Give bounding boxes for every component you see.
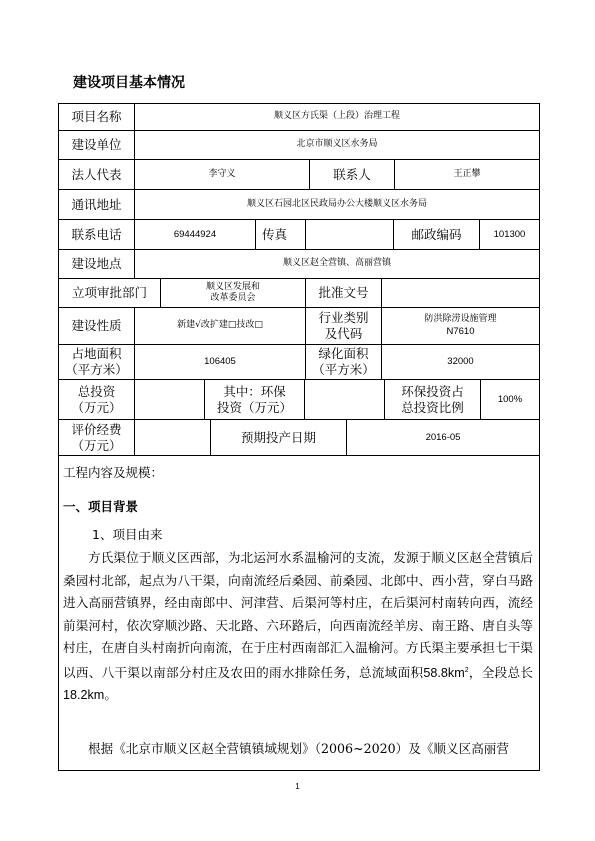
area-value: 106405 xyxy=(135,345,306,380)
total-inv-value xyxy=(135,380,205,420)
phone-label: 联系电话 xyxy=(59,220,135,250)
production-date-label: 预期投产日期 xyxy=(211,420,347,456)
nature-label: 建设性质 xyxy=(59,308,135,345)
industry-line1: 防洪除涝设施管理 xyxy=(424,314,497,325)
eval-fee-label xyxy=(59,420,135,456)
approval-dept-label: 立项审批部门 xyxy=(59,279,161,308)
industry-label-line2: 及代码 xyxy=(324,326,363,341)
fax-value xyxy=(306,220,394,250)
basin-area: 58.8km xyxy=(423,665,465,680)
location-value: 顺义区赵全营镇、高丽营镇 xyxy=(135,250,539,279)
unit-label: 建设单位 xyxy=(59,131,135,160)
industry-label xyxy=(306,308,382,345)
approval-dept-value xyxy=(161,279,306,308)
address-label: 通讯地址 xyxy=(59,190,135,220)
phone-value: 69444924 xyxy=(135,220,256,250)
eval-fee-label-line1: 评价经费 xyxy=(71,421,122,437)
area-label-line1: 占地面积 xyxy=(71,346,122,362)
nature-value: 新建√改扩建□技改□ xyxy=(135,308,306,345)
paragraph-planning: 根据《北京市顺义区赵全营镇镇域规划》（2006~2020）及《顺义区高丽营 xyxy=(88,741,509,756)
green-label-line1: 绿化面积 xyxy=(318,346,369,362)
address-value: 顺义区石园北区民政局办公大楼顺义区水务局 xyxy=(135,190,539,220)
production-date-value: 2016-05 xyxy=(347,420,539,456)
approval-dept-line1: 顺义区发展和 xyxy=(205,281,260,292)
fax-label: 传真 xyxy=(256,220,306,250)
industry-line2: N7610 xyxy=(446,325,475,337)
project-info-table xyxy=(58,103,540,771)
eval-fee-value xyxy=(135,420,211,456)
env-ratio-label xyxy=(385,380,481,420)
postcode-label: 邮政编码 xyxy=(394,220,480,250)
env-ratio-value: 100% xyxy=(481,380,539,420)
paragraph-origin xyxy=(63,547,533,707)
total-inv-label-line2: （万元） xyxy=(71,399,122,415)
approval-doc-value xyxy=(382,279,539,308)
env-ratio-label-line2: 总投资比例 xyxy=(401,399,464,415)
green-label xyxy=(306,345,382,380)
contact-label: 联系人 xyxy=(310,160,395,190)
paragraph-origin-length-prefix: ，全段总长 xyxy=(468,664,534,680)
contact-value: 王正攀 xyxy=(395,160,539,190)
unit-value: 北京市顺义区水务局 xyxy=(135,131,539,160)
env-ratio-label-line1: 环保投资占 xyxy=(401,383,464,399)
total-length: 18.2km xyxy=(63,688,105,703)
paragraph-origin-end: 。 xyxy=(104,687,117,703)
page-number: 1 xyxy=(295,782,300,791)
location-label: 建设地点 xyxy=(59,250,135,279)
postcode-value: 101300 xyxy=(480,220,539,250)
industry-label-line1: 行业类别 xyxy=(318,310,369,326)
legal-rep-value: 李守义 xyxy=(135,160,310,190)
area-label-line2: （平方米） xyxy=(65,362,128,377)
green-label-line2: （平方米） xyxy=(312,362,375,377)
area-label xyxy=(59,345,135,380)
project-name-label: 项目名称 xyxy=(59,104,135,131)
heading-project-origin: 1、项目由来 xyxy=(92,527,163,542)
green-value: 32000 xyxy=(382,345,539,380)
section-title: 建设项目基本情况 xyxy=(73,75,185,91)
approval-dept-line2: 改革委员会 xyxy=(210,293,256,303)
legal-rep-label: 法人代表 xyxy=(59,160,135,190)
env-inv-label xyxy=(205,380,305,420)
total-inv-label-line1: 总投资 xyxy=(77,383,116,399)
env-inv-label-line2: 投资（万元） xyxy=(216,399,292,415)
eval-fee-label-line2: （万元） xyxy=(71,437,122,453)
scope-title: 工程内容及规模： xyxy=(63,465,164,480)
project-name-value: 顺义区方氏渠（上段）治理工程 xyxy=(135,104,539,131)
env-inv-value xyxy=(305,380,385,420)
approval-doc-label: 批准文号 xyxy=(306,279,382,308)
paragraph-origin-text: 方氏渠位于顺义区西部，为北运河水系温榆河的支流，发源于顺义区赵全营镇后桑园村北部，起点为八干渠，向南流经后桑园、前桑园、北郎中、西小营，穿白马路进入高丽营镇界，经由南郎中、河津营、后渠河等村庄，在后渠河村南转向西，流经前渠河村，依次穿顺沙路、天北路、六环路后，向西南流经羊房、南王路、唐自头等村庄，在唐自头村南折向南流，在于庄村西南部汇入温榆河。方氏渠主要承担七干渠以西、八干渠以南部分村庄及农田的雨水排除任务，总流域面积 xyxy=(63,550,533,680)
basin-area-exponent: 2 xyxy=(464,666,469,674)
industry-value xyxy=(382,308,539,345)
total-inv-label xyxy=(59,380,135,420)
env-inv-label-line1: 其中：环保 xyxy=(223,383,286,399)
heading-project-background: 一、项目背景 xyxy=(63,499,139,514)
